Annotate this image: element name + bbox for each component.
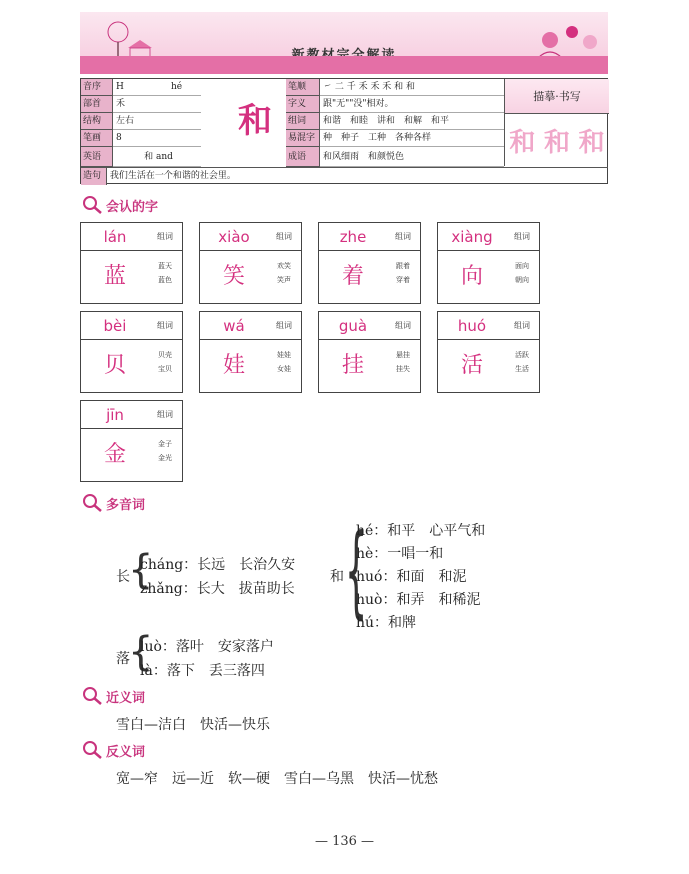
magnifier-icon	[82, 740, 104, 760]
card-word-label: 组词	[395, 321, 411, 330]
card-word-label: 组词	[157, 410, 173, 419]
reading-line: hú：和牌	[356, 615, 417, 631]
write-practice-label: 描摹·书写	[504, 79, 609, 114]
brace-icon: {	[345, 512, 368, 629]
section-heading-polyphone	[82, 493, 145, 513]
label-bushou: 部首	[81, 96, 113, 113]
card-word: 跟着	[396, 262, 410, 270]
magnifier-icon	[82, 195, 104, 215]
value-chengyu: 和风细雨 和颜悦色	[320, 147, 504, 167]
value-zuci: 和谐 和睦 讲和 和解 和平	[320, 113, 504, 130]
banner-stripe	[80, 56, 608, 74]
value-pinyin: hé	[149, 79, 201, 96]
card-character: 挂	[341, 353, 364, 378]
character-card	[80, 222, 183, 304]
example-sentence-row	[81, 167, 608, 184]
card-words	[150, 259, 180, 287]
value-yingyu: 和 and	[113, 147, 201, 167]
card-word: 蓝色	[158, 276, 172, 284]
character-card	[80, 400, 183, 482]
value-yihunzi: 种 种子 工种 各种各样	[320, 130, 504, 147]
card-word: 贝壳	[158, 351, 172, 359]
card-top-row	[319, 223, 420, 251]
label-yingyu: 英语	[81, 147, 113, 167]
card-pinyin: guà	[338, 317, 368, 335]
character-card	[437, 222, 540, 304]
section-title: 会认的字	[106, 199, 159, 215]
magnifier-icon	[82, 686, 104, 706]
card-pinyin: huó	[457, 317, 487, 335]
card-character: 金	[103, 442, 126, 467]
card-pinyin: jīn	[106, 406, 124, 424]
reading-line: huó：和面 和泥	[356, 569, 467, 585]
card-word: 笑声	[277, 276, 291, 284]
card-word-label: 组词	[395, 232, 411, 241]
card-word: 挂失	[396, 365, 410, 373]
card-character: 向	[460, 264, 483, 289]
character-card	[318, 222, 421, 304]
section-heading-recognize	[82, 195, 158, 215]
label-chengyu: 成语	[286, 147, 320, 167]
card-top-row	[438, 223, 539, 251]
card-words	[388, 259, 418, 287]
card-top-row	[319, 312, 420, 340]
header-banner	[80, 12, 608, 74]
card-pinyin: xiào	[218, 228, 250, 246]
card-top-row	[81, 401, 182, 429]
label-zaoju: 造句	[81, 168, 107, 185]
antonym-list: 宽—窄 远—近 软—硬 雪白—乌黑 快活—忧愁	[116, 771, 438, 787]
card-top-row	[81, 223, 182, 251]
reading-line: hè：一唱一和	[356, 546, 444, 562]
label-zuci: 组词	[286, 113, 320, 130]
card-word: 生活	[515, 365, 529, 373]
card-word: 悬挂	[396, 351, 410, 359]
card-top-row	[200, 312, 301, 340]
card-word-label: 组词	[514, 232, 530, 241]
brace-icon: {	[128, 547, 154, 593]
card-top-row	[81, 312, 182, 340]
value-bishun: ㇀ 二 千 禾 禾 禾 和 和	[320, 79, 504, 96]
label-ziyi: 字义	[286, 96, 320, 113]
card-pinyin: xiàng	[451, 228, 493, 246]
trace-char: 和	[509, 127, 536, 158]
section-heading-synonym	[82, 686, 145, 706]
card-word-label: 组词	[157, 232, 173, 241]
value-yinxu: H	[113, 79, 149, 96]
card-word: 娃娃	[277, 351, 291, 359]
label-yinxu: 音序	[81, 79, 113, 96]
reading-line: hé：和平 心平气和	[356, 523, 486, 539]
label-bihua: 笔画	[81, 130, 113, 147]
card-word: 女娃	[277, 365, 291, 373]
character-card	[437, 311, 540, 393]
character-card	[318, 311, 421, 393]
card-top-row	[438, 312, 539, 340]
value-jiegou: 左右	[113, 113, 201, 130]
character-info-table	[80, 78, 608, 184]
card-character: 贝	[103, 353, 126, 378]
write-practice-chars	[504, 114, 609, 166]
reading-line: zhǎng：长大 拔苗助长	[140, 581, 295, 597]
card-words	[388, 348, 418, 376]
card-character: 活	[460, 353, 483, 378]
character-card	[199, 222, 302, 304]
main-character: 和	[238, 101, 272, 141]
brace-icon: {	[128, 629, 154, 675]
card-top-row	[200, 223, 301, 251]
card-character: 着	[341, 264, 364, 289]
example-sentence: 我们生活在一个和谐的社会里。	[109, 171, 236, 181]
trace-char: 和	[578, 127, 605, 158]
section-title: 多音词	[106, 497, 146, 513]
card-word: 宝贝	[158, 365, 172, 373]
card-word-label: 组词	[276, 321, 292, 330]
section-title: 反义词	[106, 744, 146, 760]
card-word-label: 组词	[276, 232, 292, 241]
trace-char: 和	[543, 127, 570, 158]
reading-line: huò：和弄 和稀泥	[356, 592, 481, 608]
card-word: 金光	[158, 454, 172, 462]
section-heading-antonym	[82, 740, 145, 760]
card-pinyin: wá	[223, 317, 245, 335]
card-word: 欢笑	[277, 262, 291, 270]
card-word: 活跃	[515, 351, 529, 359]
card-words	[269, 259, 299, 287]
card-word: 金子	[158, 440, 172, 448]
reading-line: là：落下 丢三落四	[140, 663, 265, 679]
card-word: 蓝天	[158, 262, 172, 270]
card-words	[269, 348, 299, 376]
polyphone-char-he: 和	[330, 569, 344, 585]
card-word: 朝向	[515, 276, 529, 284]
card-pinyin: bèi	[103, 317, 127, 335]
card-character: 笑	[222, 264, 245, 289]
card-words	[150, 348, 180, 376]
label-jiegou: 结构	[81, 113, 113, 130]
card-words	[507, 348, 537, 376]
card-words	[150, 437, 180, 465]
section-title: 近义词	[106, 690, 146, 706]
page-number: — 136 —	[314, 834, 375, 849]
card-character: 蓝	[103, 264, 126, 289]
synonym-list: 雪白—洁白 快活—快乐	[116, 717, 270, 733]
polyphone-char-luo: 落	[116, 651, 130, 667]
card-pinyin: zhe	[339, 228, 367, 246]
polyphone-char-chang: 长	[116, 569, 130, 585]
card-word-label: 组词	[157, 321, 173, 330]
value-bushou: 禾	[113, 96, 201, 113]
magnifier-icon	[82, 493, 104, 513]
card-word-label: 组词	[514, 321, 530, 330]
card-word: 面向	[515, 262, 529, 270]
value-ziyi: 跟"无""没"相对。	[320, 96, 504, 113]
card-character: 娃	[222, 353, 245, 378]
character-card	[80, 311, 183, 393]
value-bihua: 8	[113, 130, 201, 147]
reading-line: cháng：长远 长治久安	[140, 557, 296, 573]
character-card	[199, 311, 302, 393]
card-pinyin: lán	[103, 228, 127, 246]
label-bishun: 笔顺	[286, 79, 320, 96]
label-yihunzi: 易混字	[286, 130, 320, 147]
card-words	[507, 259, 537, 287]
reading-line: luò：落叶 安家落户	[140, 639, 274, 655]
card-word: 穿着	[396, 276, 410, 284]
